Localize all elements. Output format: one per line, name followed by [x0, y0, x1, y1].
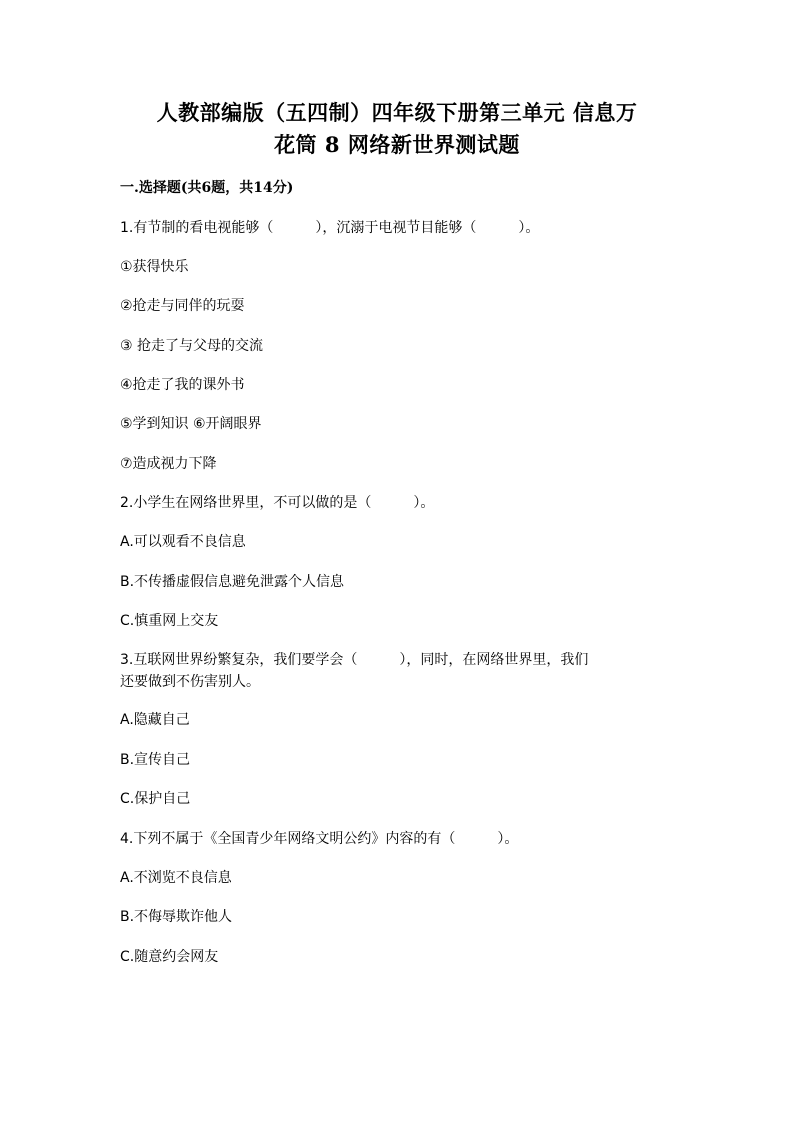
- question-1-option-3: ③ 抢走了与父母的交流: [120, 338, 264, 354]
- question-3-option-a: A.隐藏自己: [120, 712, 190, 728]
- question-4-option-b: B.不侮辱欺诈他人: [120, 909, 233, 925]
- question-1-option-4: ④抢走了我的课外书: [120, 377, 245, 393]
- question-1-option-6: ⑦造成视力下降: [120, 456, 217, 472]
- question-3-option-b: B.宣传自己: [120, 752, 191, 768]
- question-4-stem: 4.下列不属于《全国青少年网络文明公约》内容的有（ ）。: [120, 831, 519, 847]
- question-2-option-c: C.慎重网上交友: [120, 613, 219, 629]
- question-3-option-c: C.保护自己: [120, 791, 191, 807]
- question-1-option-2: ②抢走与同伴的玩耍: [120, 298, 245, 314]
- question-3-stem-line-1: 3.互联网世界纷繁复杂，我们要学会（ ），同时，在网络世界里，我们: [120, 652, 589, 668]
- document-title-line-1: 人教部编版（五四制）四年级下册第三单元 信息万: [156, 100, 638, 125]
- question-4-option-a: A.不浏览不良信息: [120, 870, 232, 886]
- question-4-option-c: C.随意约会网友: [120, 949, 219, 965]
- question-2-option-b: B.不传播虚假信息避免泄露个人信息: [120, 574, 345, 590]
- question-2-stem: 2.小学生在网络世界里，不可以做的是（ ）。: [120, 495, 435, 511]
- question-1-option-5: ⑤学到知识 ⑥开阔眼界: [120, 416, 262, 432]
- section-heading: 一.选择题(共6题，共14分): [120, 180, 294, 196]
- question-3-stem-line-2: 还要做到不伤害别人。: [120, 674, 260, 690]
- document-title-line-2: 花筒 8 网络新世界测试题: [274, 132, 520, 157]
- question-1-stem: 1.有节制的看电视能够（ ），沉溺于电视节目能够（ ）。: [120, 220, 540, 236]
- question-1-option-1: ①获得快乐: [120, 259, 189, 275]
- question-2-option-a: A.可以观看不良信息: [120, 534, 246, 550]
